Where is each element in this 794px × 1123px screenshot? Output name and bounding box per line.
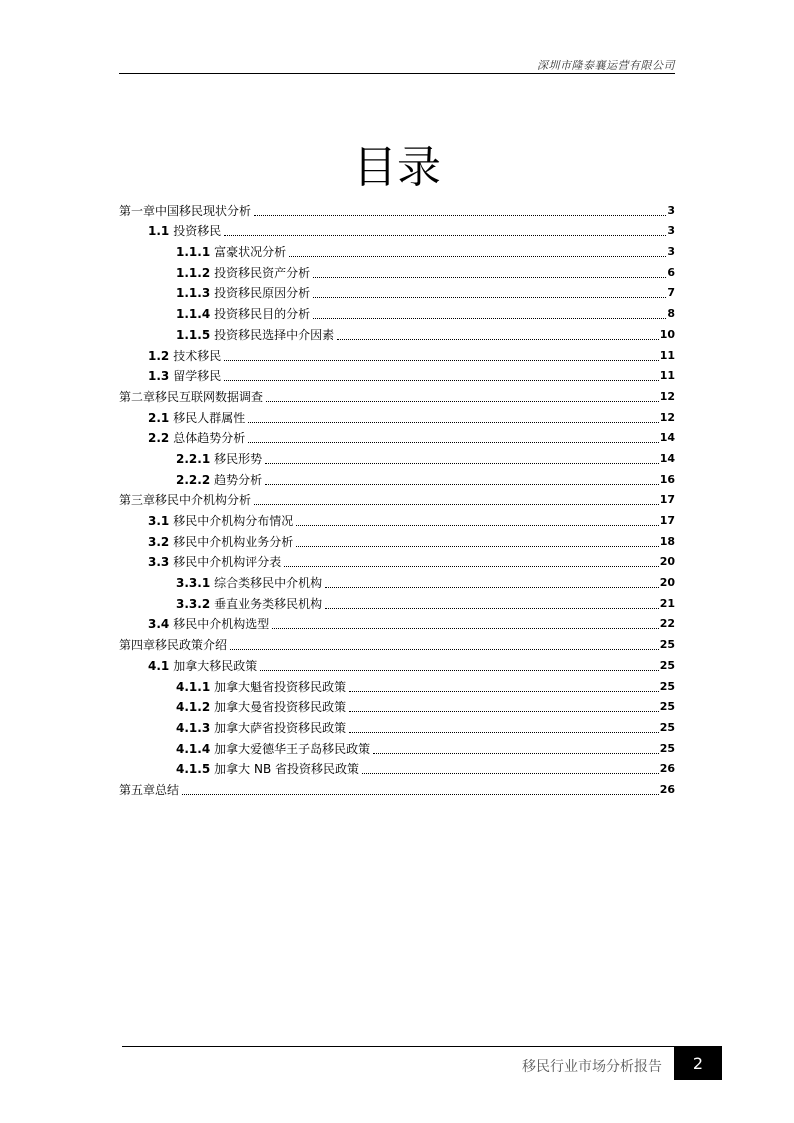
toc-entry[interactable] [119,219,675,240]
toc-entry[interactable] [119,343,675,364]
toc-entry-label [148,616,269,632]
footer-rule [122,1046,674,1047]
toc-entry[interactable] [119,777,675,798]
toc-entry[interactable] [119,550,675,571]
toc-leader-dots [265,484,659,485]
toc-leader-dots [313,297,666,298]
toc-entry-text: 第五章总结 [119,782,180,797]
toc-entry-text: 移民中介机构选型 [173,617,270,632]
toc-leader-dots [260,670,658,671]
toc-entry[interactable] [119,467,675,488]
toc-entry[interactable] [119,405,675,426]
toc-entry-page: 3 [667,224,675,238]
toc-leader-dots [254,504,659,505]
toc-leader-dots [224,380,658,381]
toc-entry-label [176,761,359,777]
toc-entry[interactable] [119,591,675,612]
toc-entry[interactable] [119,612,675,633]
toc-entry-page: 11 [659,369,675,383]
toc-entry-number: 4.1.4 [176,741,211,756]
toc-entry-label [119,492,251,508]
toc-entry[interactable] [119,695,675,716]
toc-leader-dots [349,732,659,733]
toc-leader-dots [272,628,658,629]
toc-entry-page: 18 [659,534,675,548]
toc-entry-page: 14 [659,431,675,445]
toc-entry-text: 第四章移民政策介绍 [119,638,228,653]
toc-entry-page: 25 [659,638,675,652]
toc-entry-label [176,699,346,715]
toc-entry-label [148,368,221,384]
toc-entry-number: 1.1.3 [176,286,211,301]
toc-entry-label [176,596,322,612]
toc-entry-text: 趋势分析 [214,472,263,487]
page-number: 2 [674,1046,722,1080]
toc-entry-label [176,720,346,736]
toc-entry-number: 3.1 [148,514,170,528]
toc-entry-text: 移民中介机构分布情况 [173,514,294,528]
toc-entry[interactable] [119,384,675,405]
toc-entry-text: 移民形势 [214,451,263,466]
toc-entry-label [176,327,334,343]
toc-entry[interactable] [119,426,675,447]
toc-entry-page: 22 [659,617,675,631]
header-company-name: 深圳市隆泰襄运营有限公司 [537,59,675,72]
toc-entry-page: 8 [667,307,675,321]
toc-entry-text: 富豪状况分析 [214,245,287,260]
toc-entry-label [176,575,322,591]
header-rule [119,73,675,74]
toc-entry-text: 投资移民资产分析 [214,265,311,280]
toc-entry-page: 11 [659,348,675,362]
toc-entry-number: 1.1.5 [176,327,211,342]
toc-leader-dots [289,256,666,257]
toc-entry[interactable] [119,508,675,529]
toc-entry[interactable] [119,653,675,674]
toc-entry-page: 26 [659,762,675,776]
toc-entry-page: 6 [667,265,675,279]
toc-entry-number: 1.1.2 [176,265,211,280]
toc-entry[interactable] [119,322,675,343]
toc-entry-label [148,223,221,239]
toc-entry-number: 2.2.1 [176,451,211,466]
toc-entry-text: 加拿大爱德华王子岛移民政策 [214,741,371,756]
toc-entry-label [119,782,179,798]
toc-leader-dots [325,587,659,588]
toc-leader-dots [224,235,666,236]
toc-entry-text: 第三章移民中介机构分析 [119,493,252,508]
toc-entry[interactable] [119,757,675,778]
footer-report-title: 移民行业市场分析报告 [522,1059,662,1075]
toc-entry-text: 投资移民选择中介因素 [214,327,335,342]
toc-leader-dots [373,753,659,754]
toc-entry-text: 加拿大曼省投资移民政策 [214,700,347,715]
toc-entry-number: 3.4 [148,617,170,632]
toc-entry-page: 10 [659,327,675,341]
toc-entry-text: 移民中介机构业务分析 [173,534,294,549]
toc-entry[interactable] [119,632,675,653]
toc-entry-label [176,265,310,281]
toc-entry-number: 3.2 [148,534,170,549]
toc-entry-text: 投资移民原因分析 [214,286,311,301]
toc-entry[interactable] [119,364,675,385]
toc-entry-number: 1.1 [148,224,170,239]
toc-entry-number: 3.3.1 [176,576,211,591]
toc-entry-page: 14 [659,451,675,465]
toc-entry-number: 2.2 [148,431,170,446]
toc-entry[interactable] [119,570,675,591]
toc-entry[interactable] [119,446,675,467]
toc-entry-page: 3 [667,245,675,259]
toc-entry-number: 1.2 [148,348,170,363]
toc-entry-label [148,554,281,570]
toc-entry-label [148,534,293,550]
toc-entry-text: 第一章中国移民现状分析 [119,203,252,218]
toc-entry[interactable] [119,736,675,757]
toc-entry-page: 20 [659,555,675,569]
toc-entry-number: 2.2.2 [176,472,211,487]
toc-entry-number: 4.1.5 [176,762,211,777]
toc-entry-text: 技术移民 [173,348,222,363]
toc-entry[interactable] [119,529,675,550]
toc-entry-number: 1.1.1 [176,245,211,260]
toc-entry[interactable] [119,260,675,281]
toc-entry-text: 加拿大魁省投资移民政策 [214,679,347,694]
toc-entry-number: 4.1.3 [176,720,211,735]
toc-entry-text: 加拿大移民政策 [173,658,258,673]
toc-entry[interactable] [119,198,675,219]
toc-entry-label [119,203,251,219]
toc-entry-label [119,389,263,405]
toc-entry-page: 25 [659,700,675,714]
toc-entry-label [148,430,245,446]
toc-entry-label [148,410,245,426]
toc-entry[interactable] [119,674,675,695]
toc-entry-page: 25 [659,720,675,734]
toc-entry[interactable] [119,239,675,260]
toc-leader-dots [284,566,658,567]
toc-leader-dots [182,794,659,795]
toc-entry-label [176,451,262,467]
toc-entry[interactable] [119,281,675,302]
table-of-contents [119,198,675,798]
toc-entry-text: 第二章移民互联网数据调查 [119,389,264,404]
toc-leader-dots [349,691,659,692]
toc-entry-page: 25 [659,679,675,693]
toc-entry-label [176,679,346,695]
toc-entry-page: 17 [659,493,675,507]
toc-entry-number: 1.1.4 [176,307,211,322]
toc-entry-page: 7 [667,286,675,300]
toc-entry-number: 3.3 [148,555,170,570]
toc-entry-text: 投资移民 [173,224,222,239]
toc-entry-page: 25 [659,741,675,755]
toc-entry-label [148,348,221,364]
toc-entry-text: 留学移民 [173,369,222,384]
toc-entry-number: 4.1 [148,658,170,673]
toc-leader-dots [313,277,666,278]
toc-entry-text: 加拿大 NB 省投资移民政策 [214,762,360,777]
toc-entry-text: 投资移民目的分析 [214,307,311,322]
toc-entry-page: 3 [667,203,675,217]
toc-entry-page: 21 [659,596,675,610]
toc-entry-label [176,306,310,322]
toc-leader-dots [313,318,666,319]
toc-entry-page: 20 [659,576,675,590]
toc-entry[interactable] [119,301,675,322]
toc-entry-label [176,741,370,757]
toc-entry[interactable] [119,715,675,736]
toc-entry-page: 26 [659,782,675,796]
toc-entry-text: 综合类移民中介机构 [214,576,323,591]
toc-leader-dots [349,711,659,712]
toc-leader-dots [224,360,658,361]
toc-entry-page: 16 [659,472,675,486]
toc-entry-label [176,244,286,260]
toc-leader-dots [248,442,658,443]
toc-entry-number: 3.3.2 [176,596,211,611]
toc-title: 目录 [353,142,441,193]
toc-leader-dots [296,525,658,526]
toc-entry-page: 17 [659,514,675,527]
toc-entry-label [148,658,257,674]
toc-entry[interactable] [119,488,675,509]
toc-entry-number: 4.1.1 [176,679,211,694]
toc-entry-number: 1.3 [148,369,170,384]
toc-leader-dots [230,649,659,650]
toc-leader-dots [362,773,659,774]
toc-leader-dots [254,215,666,216]
toc-leader-dots [296,546,658,547]
toc-leader-dots [265,463,659,464]
toc-entry-number: 2.1 [148,410,170,425]
toc-leader-dots [325,608,659,609]
toc-leader-dots [266,401,659,402]
toc-leader-dots [337,339,659,340]
toc-entry-label [176,285,310,301]
toc-leader-dots [248,422,658,423]
toc-entry-page: 12 [659,410,675,424]
toc-entry-label [148,513,293,529]
toc-entry-page: 25 [659,658,675,672]
toc-entry-text: 移民中介机构评分表 [173,555,282,570]
toc-entry-text: 移民人群属性 [173,410,246,425]
toc-entry-text: 总体趋势分析 [173,431,246,446]
toc-entry-label [119,637,227,653]
toc-entry-number: 4.1.2 [176,700,211,715]
toc-entry-page: 12 [659,389,675,403]
toc-entry-text: 加拿大萨省投资移民政策 [214,720,347,735]
toc-entry-text: 垂直业务类移民机构 [214,596,323,611]
toc-entry-label [176,472,262,488]
